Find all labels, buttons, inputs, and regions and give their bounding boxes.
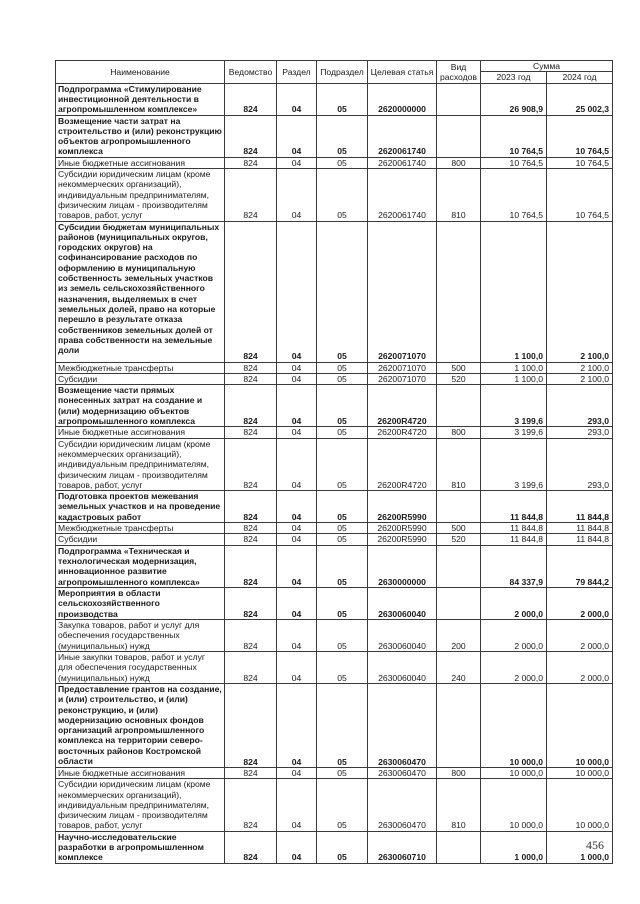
table-row (56, 491, 613, 523)
table-row (56, 427, 613, 438)
row-exp-type (437, 683, 481, 767)
header-sum: Сумма (481, 61, 613, 72)
row-section: 04 (277, 831, 317, 863)
header-exp-type: Вид расходов (437, 61, 481, 84)
row-name: Научно-исследовательские разработки в агропромышленном комплексе (56, 831, 225, 863)
table-row (56, 115, 613, 157)
row-dept: 824 (225, 157, 277, 168)
row-exp-type: 800 (437, 767, 481, 778)
row-name: Иные закупки товаров, работ и услуг для обеспечения государственных (муниципальных) нужд (56, 651, 225, 683)
header-target: Целевая статья (368, 61, 437, 84)
row-sum-2023: 1 000,0 (481, 831, 547, 863)
row-dept: 824 (225, 779, 277, 831)
row-subsection: 05 (317, 169, 368, 221)
row-sum-2024: 2 100,0 (547, 362, 613, 373)
row-target: 26200R4720 (368, 427, 437, 438)
row-exp-type (437, 385, 481, 427)
row-section: 04 (277, 587, 317, 619)
row-name: Подпрограмма «Техническая и технологическая модернизация, инновационное развитие агропромышленного комплекса» (56, 545, 225, 587)
row-target: 2620071070 (368, 362, 437, 373)
row-exp-type (437, 587, 481, 619)
row-sum-2024: 2 000,0 (547, 619, 613, 651)
row-dept: 824 (225, 545, 277, 587)
row-name: Субсидии юридическим лицам (кроме некоммерческих организаций), индивидуальным предпринимателям, физическим лицам - производителям товаров, работ, услуг (56, 438, 225, 490)
row-sum-2023: 10 000,0 (481, 767, 547, 778)
row-subsection: 05 (317, 831, 368, 863)
row-name: Иные бюджетные ассигнования (56, 157, 225, 168)
row-subsection: 05 (317, 83, 368, 115)
header-name: Наименование (56, 61, 225, 84)
row-subsection: 05 (317, 438, 368, 490)
row-section: 04 (277, 83, 317, 115)
row-dept: 824 (225, 438, 277, 490)
row-sum-2024: 1 000,0 (547, 831, 613, 863)
row-target: 26200R4720 (368, 438, 437, 490)
row-sum-2024: 10 000,0 (547, 779, 613, 831)
row-subsection: 05 (317, 534, 368, 545)
row-section: 04 (277, 651, 317, 683)
row-dept: 824 (225, 362, 277, 373)
row-subsection: 05 (317, 491, 368, 523)
header-section: Раздел (277, 61, 317, 84)
row-exp-type: 810 (437, 169, 481, 221)
row-sum-2023: 1 100,0 (481, 362, 547, 373)
row-sum-2024: 11 844,8 (547, 523, 613, 534)
row-target: 2630060040 (368, 651, 437, 683)
row-dept: 824 (225, 491, 277, 523)
table-row (56, 438, 613, 490)
row-sum-2023: 2 000,0 (481, 587, 547, 619)
row-dept: 824 (225, 169, 277, 221)
row-section: 04 (277, 157, 317, 168)
row-sum-2023: 10 764,5 (481, 169, 547, 221)
row-sum-2023: 10 764,5 (481, 157, 547, 168)
row-sum-2023: 1 100,0 (481, 221, 547, 362)
row-section: 04 (277, 427, 317, 438)
row-exp-type: 520 (437, 534, 481, 545)
row-subsection: 05 (317, 373, 368, 384)
row-section: 04 (277, 491, 317, 523)
row-sum-2024: 10 000,0 (547, 683, 613, 767)
row-section: 04 (277, 221, 317, 362)
row-subsection: 05 (317, 619, 368, 651)
budget-table (55, 60, 613, 864)
row-exp-type: 810 (437, 779, 481, 831)
row-name: Межбюджетные трансферты (56, 523, 225, 534)
row-target: 2630060040 (368, 587, 437, 619)
row-exp-type: 800 (437, 157, 481, 168)
row-dept: 824 (225, 83, 277, 115)
row-sum-2024: 2 100,0 (547, 373, 613, 384)
row-subsection: 05 (317, 362, 368, 373)
row-sum-2024: 293,0 (547, 385, 613, 427)
row-target: 2620071070 (368, 221, 437, 362)
table-row (56, 683, 613, 767)
row-target: 2620061740 (368, 169, 437, 221)
row-sum-2024: 293,0 (547, 438, 613, 490)
header-subsection: Подраздел (317, 61, 368, 84)
row-section: 04 (277, 779, 317, 831)
table-row (56, 619, 613, 651)
row-subsection: 05 (317, 523, 368, 534)
row-name: Межбюджетные трансферты (56, 362, 225, 373)
row-section: 04 (277, 438, 317, 490)
row-sum-2023: 2 000,0 (481, 619, 547, 651)
row-exp-type: 500 (437, 523, 481, 534)
table-row (56, 221, 613, 362)
row-dept: 824 (225, 587, 277, 619)
row-sum-2024: 10 764,5 (547, 115, 613, 157)
row-section: 04 (277, 523, 317, 534)
header-year-2024: 2024 год (547, 72, 613, 83)
row-dept: 824 (225, 427, 277, 438)
row-name: Возмещение части прямых понесенных затрат на создание и (или) модернизацию объектов агропромышленного комплекса (56, 385, 225, 427)
page-number: 456 (586, 838, 604, 852)
table-row (56, 385, 613, 427)
row-name: Мероприятия в области сельскохозяйственного производства (56, 587, 225, 619)
row-sum-2024: 2 000,0 (547, 651, 613, 683)
row-dept: 824 (225, 373, 277, 384)
table-row (56, 523, 613, 534)
row-target: 2630000000 (368, 545, 437, 587)
row-sum-2023: 26 908,9 (481, 83, 547, 115)
row-exp-type (437, 83, 481, 115)
row-section: 04 (277, 385, 317, 427)
row-section: 04 (277, 373, 317, 384)
row-target: 26200R5990 (368, 491, 437, 523)
row-section: 04 (277, 683, 317, 767)
table-row (56, 831, 613, 863)
row-name: Возмещение части затрат на строительство и (или) реконструкцию объектов агропромышленного комплекса (56, 115, 225, 157)
row-subsection: 05 (317, 545, 368, 587)
row-subsection: 05 (317, 385, 368, 427)
row-target: 2620061740 (368, 115, 437, 157)
row-exp-type (437, 491, 481, 523)
row-exp-type: 800 (437, 427, 481, 438)
row-name: Субсидии (56, 534, 225, 545)
row-name: Иные бюджетные ассигнования (56, 767, 225, 778)
row-subsection: 05 (317, 651, 368, 683)
table-row (56, 587, 613, 619)
row-section: 04 (277, 767, 317, 778)
row-target: 2630060470 (368, 683, 437, 767)
row-sum-2023: 10 000,0 (481, 779, 547, 831)
row-dept: 824 (225, 619, 277, 651)
row-section: 04 (277, 115, 317, 157)
row-dept: 824 (225, 221, 277, 362)
table-row (56, 545, 613, 587)
row-sum-2023: 11 844,8 (481, 523, 547, 534)
row-sum-2024: 25 002,3 (547, 83, 613, 115)
row-exp-type: 200 (437, 619, 481, 651)
row-sum-2024: 10 764,5 (547, 169, 613, 221)
table-row (56, 83, 613, 115)
table-row (56, 362, 613, 373)
row-exp-type: 500 (437, 362, 481, 373)
row-sum-2023: 2 000,0 (481, 651, 547, 683)
row-target: 2630060470 (368, 779, 437, 831)
row-sum-2024: 11 844,8 (547, 534, 613, 545)
row-subsection: 05 (317, 683, 368, 767)
table-row (56, 373, 613, 384)
row-sum-2024: 293,0 (547, 427, 613, 438)
row-sum-2023: 3 199,6 (481, 438, 547, 490)
row-subsection: 05 (317, 427, 368, 438)
row-dept: 824 (225, 523, 277, 534)
row-section: 04 (277, 619, 317, 651)
row-sum-2023: 84 337,9 (481, 545, 547, 587)
row-dept: 824 (225, 534, 277, 545)
row-subsection: 05 (317, 767, 368, 778)
row-dept: 824 (225, 767, 277, 778)
row-dept: 824 (225, 683, 277, 767)
table-row (56, 779, 613, 831)
row-sum-2023: 10 764,5 (481, 115, 547, 157)
row-target: 26200R4720 (368, 385, 437, 427)
table-row (56, 169, 613, 221)
row-name: Субсидии юридическим лицам (кроме некоммерческих организаций), индивидуальным предпринимателям, физическим лицам - производителям товаров, работ, услуг (56, 169, 225, 221)
row-sum-2023: 3 199,6 (481, 427, 547, 438)
header-year-2023: 2023 год (481, 72, 547, 83)
row-exp-type (437, 115, 481, 157)
row-target: 2620071070 (368, 373, 437, 384)
row-sum-2024: 2 000,0 (547, 587, 613, 619)
row-target: 2630060040 (368, 619, 437, 651)
row-section: 04 (277, 534, 317, 545)
row-section: 04 (277, 545, 317, 587)
row-target: 2630060710 (368, 831, 437, 863)
row-sum-2024: 2 100,0 (547, 221, 613, 362)
row-section: 04 (277, 169, 317, 221)
table-row (56, 767, 613, 778)
row-name: Подпрограмма «Стимулирование инвестиционной деятельности в агропромышленном комплексе» (56, 83, 225, 115)
row-sum-2023: 11 844,8 (481, 491, 547, 523)
row-sum-2023: 1 100,0 (481, 373, 547, 384)
row-subsection: 05 (317, 587, 368, 619)
row-name: Иные бюджетные ассигнования (56, 427, 225, 438)
row-name: Закупка товаров, работ и услуг для обеспечения государственных (муниципальных) нужд (56, 619, 225, 651)
row-name: Субсидии (56, 373, 225, 384)
row-exp-type: 810 (437, 438, 481, 490)
row-dept: 824 (225, 115, 277, 157)
row-sum-2024: 79 844,2 (547, 545, 613, 587)
table-row (56, 157, 613, 168)
row-target: 2620061740 (368, 157, 437, 168)
row-exp-type (437, 221, 481, 362)
row-subsection: 05 (317, 157, 368, 168)
row-name: Предоставление грантов на создание, и (или) строительство, и (или) реконструкцию, и (или) модернизацию основных фондов организаций агропромышленного комплекса на территории северо-восточных районов Костромской области (56, 683, 225, 767)
row-subsection: 05 (317, 115, 368, 157)
table-row (56, 651, 613, 683)
row-sum-2024: 11 844,8 (547, 491, 613, 523)
row-sum-2024: 10 000,0 (547, 767, 613, 778)
row-dept: 824 (225, 651, 277, 683)
row-target: 26200R5990 (368, 523, 437, 534)
row-sum-2023: 10 000,0 (481, 683, 547, 767)
row-section: 04 (277, 362, 317, 373)
row-subsection: 05 (317, 221, 368, 362)
row-target: 26200R5990 (368, 534, 437, 545)
row-name: Субсидии юридическим лицам (кроме некоммерческих организаций), индивидуальным предпринимателям, физическим лицам - производителям товаров, работ, услуг (56, 779, 225, 831)
row-target: 2630060470 (368, 767, 437, 778)
row-dept: 824 (225, 385, 277, 427)
row-name: Субсидии бюджетам муниципальных районов (муниципальных округов, городских округов) на софинансирование расходов по оформлению в муниципальную собственность земельных участков из земель сельскохозяйственного назначения, выделяемых в счет земельных долей, право на которые перешло в результате отказа собственников земельных долей от права собственности на земельные доли (56, 221, 225, 362)
row-dept: 824 (225, 831, 277, 863)
row-target: 2620000000 (368, 83, 437, 115)
row-sum-2023: 11 844,8 (481, 534, 547, 545)
row-exp-type (437, 545, 481, 587)
table-row (56, 534, 613, 545)
row-exp-type: 240 (437, 651, 481, 683)
row-exp-type: 520 (437, 373, 481, 384)
row-subsection: 05 (317, 779, 368, 831)
row-name: Подготовка проектов межевания земельных участков и на проведение кадастровых работ (56, 491, 225, 523)
row-sum-2023: 3 199,6 (481, 385, 547, 427)
row-sum-2024: 10 764,5 (547, 157, 613, 168)
header-dept: Ведомство (225, 61, 277, 84)
row-exp-type (437, 831, 481, 863)
